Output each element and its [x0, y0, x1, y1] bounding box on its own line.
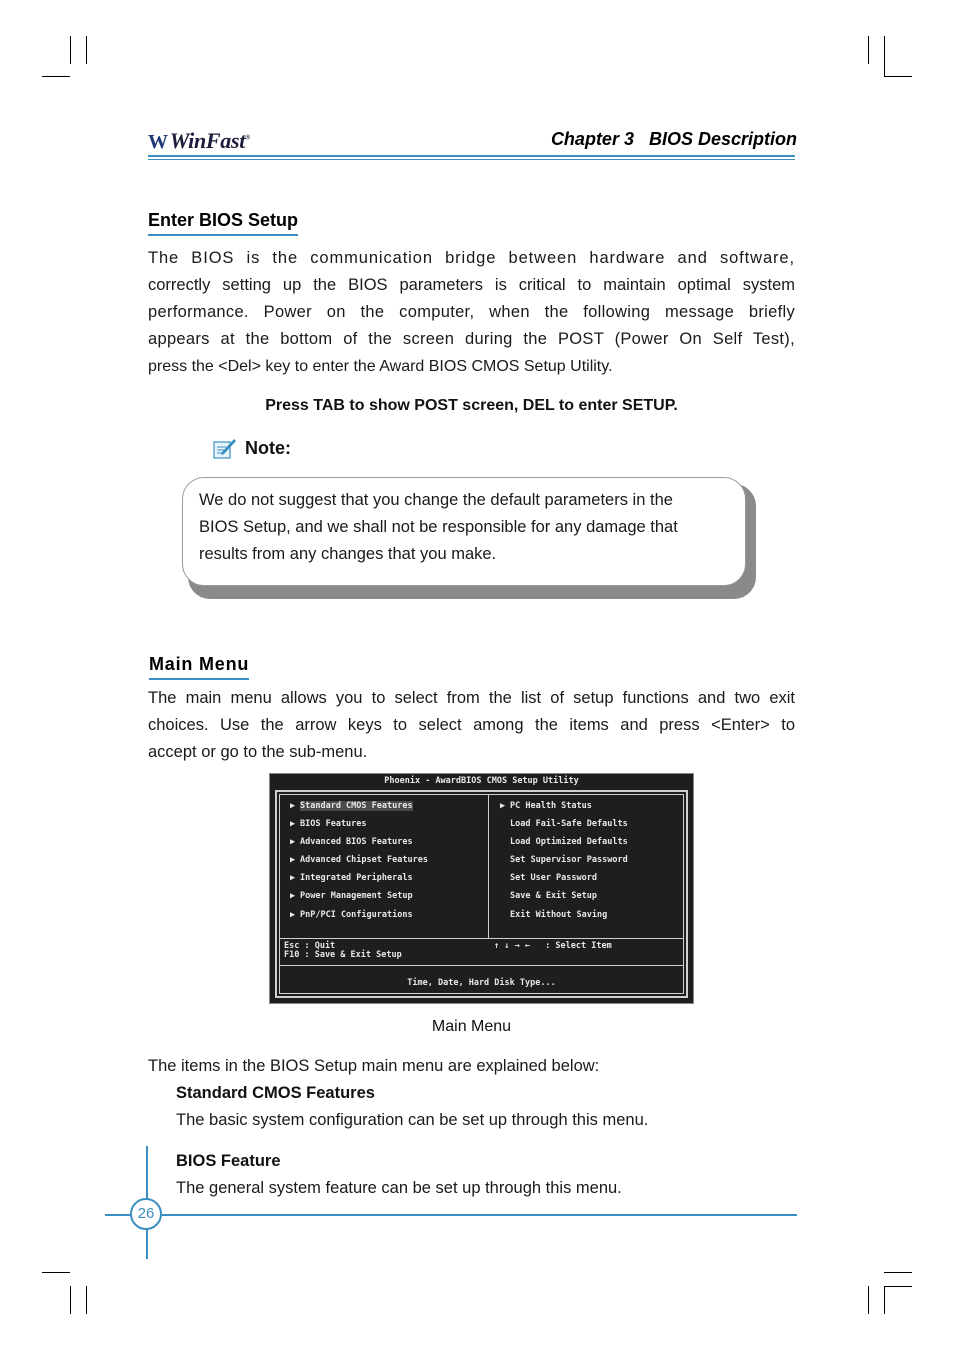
bios-menu-item-user-password[interactable]: Set User Password [510, 873, 597, 883]
enter-bios-paragraph [148, 245, 795, 380]
crop-mark [884, 76, 912, 77]
note-pencil-icon [213, 436, 237, 460]
logo-text: WinFast [169, 128, 246, 153]
crop-mark [86, 36, 87, 64]
section-title-main-menu: Main Menu [149, 654, 249, 680]
paragraph-line: correctly setting up the BIOS parameters is critical to maintain optimal system [148, 276, 795, 294]
explanations-intro: The items in the BIOS Setup main menu are explained below: [148, 1057, 600, 1075]
winfast-logo [148, 128, 250, 154]
crop-mark [884, 1272, 912, 1273]
bios-footer-esc: Esc : Quit [284, 941, 336, 951]
main-menu-paragraph [148, 685, 795, 766]
figure-caption: Main Menu [431, 1018, 512, 1035]
paragraph-line: The main menu allows you to select from the list of setup functions and two exit [148, 689, 795, 707]
crop-mark [884, 1286, 885, 1314]
bios-divider [280, 938, 683, 939]
paragraph-line: press the <Del> key to enter the Award BIOS CMOS Setup Utility. [148, 358, 613, 375]
bios-menu-item-advanced-bios[interactable]: ▶ Advanced BIOS Features [290, 837, 413, 847]
footer-horizontal-rule [105, 1214, 797, 1216]
bios-menu-item-supervisor-password[interactable]: Set Supervisor Password [510, 855, 628, 865]
paragraph-line: appears at the bottom of the screen during the POST (Power On Self Test), [148, 330, 795, 348]
bios-divider [280, 965, 683, 966]
item-text-standard-cmos: The basic system configuration can be set up through this menu. [176, 1111, 649, 1129]
bios-inner-frame [279, 794, 684, 994]
crop-mark [86, 1286, 87, 1314]
section-title-enter-bios: Enter BIOS Setup [148, 210, 298, 236]
chapter-title: Chapter 3 BIOS Description [550, 129, 797, 149]
paragraph-line: accept or go to the sub-menu. [148, 743, 368, 761]
bios-menu-item-advanced-chipset[interactable]: ▶ Advanced Chipset Features [290, 855, 428, 865]
note-text [199, 487, 739, 568]
bios-help-line: Time, Date, Hard Disk Type... [407, 978, 556, 988]
crop-mark [884, 1286, 912, 1287]
bios-menu-item-bios-features[interactable]: ▶ BIOS Features [290, 819, 367, 829]
crop-mark [42, 76, 70, 77]
bios-menu-item-pc-health[interactable]: ▶ PC Health Status [500, 801, 592, 811]
bios-frame [275, 790, 688, 998]
item-heading-bios-feature: BIOS Feature [176, 1152, 281, 1170]
logo-registered: ® [245, 133, 250, 142]
logo-mark: W [148, 131, 168, 153]
bios-menu-item-exit-without-saving[interactable]: Exit Without Saving [510, 910, 608, 920]
header-rule [148, 155, 795, 157]
bios-menu-item-load-fail-safe[interactable]: Load Fail-Safe Defaults [510, 819, 628, 829]
item-text-bios-feature: The general system feature can be set up through this menu. [176, 1179, 622, 1197]
crop-mark [42, 1272, 70, 1273]
paragraph-line: performance. Power on the computer, when the following message briefly [148, 303, 795, 321]
crop-mark [884, 36, 885, 76]
bios-menu-item-load-optimized[interactable]: Load Optimized Defaults [510, 837, 628, 847]
page-number: 26 [130, 1198, 162, 1230]
bios-footer-f10: F10 : Save & Exit Setup [284, 950, 402, 960]
bios-title: Phoenix - AwardBIOS CMOS Setup Utility [384, 776, 579, 786]
crop-mark [70, 36, 71, 64]
bios-menu-item-save-exit[interactable]: Save & Exit Setup [510, 891, 597, 901]
paragraph-line: The BIOS is the communication bridge between hardware and software, [148, 249, 795, 267]
bios-menu-item-standard-cmos[interactable]: ▶ Standard CMOS Features [290, 801, 413, 811]
bios-menu-item-pnp-pci[interactable]: ▶ PnP/PCI Configurations [290, 910, 413, 920]
paragraph-line: choices. Use the arrow keys to select among the items and press <Enter> to [148, 716, 795, 734]
crop-mark [70, 1286, 71, 1314]
note-line: results from any changes that you make. [199, 545, 497, 563]
note-line: BIOS Setup, and we shall not be responsible for any damage that [199, 518, 678, 536]
item-heading-standard-cmos: Standard CMOS Features [176, 1084, 375, 1102]
post-message: Press TAB to show POST screen, DEL to enter SETUP. [265, 397, 678, 414]
crop-mark [868, 36, 869, 64]
bios-column-divider [488, 795, 489, 938]
crop-mark [868, 1286, 869, 1314]
bios-footer-keys: ↑ ↓ → ← : Select Item [494, 941, 612, 951]
note-line: We do not suggest that you change the default parameters in the [199, 491, 673, 509]
bios-screen [269, 773, 694, 1004]
note-label: Note: [245, 438, 291, 458]
header-rule-thin [148, 159, 795, 160]
bios-menu-item-integrated-peripherals[interactable]: ▶ Integrated Peripherals [290, 873, 413, 883]
bios-menu-item-power-management[interactable]: ▶ Power Management Setup [290, 891, 413, 901]
